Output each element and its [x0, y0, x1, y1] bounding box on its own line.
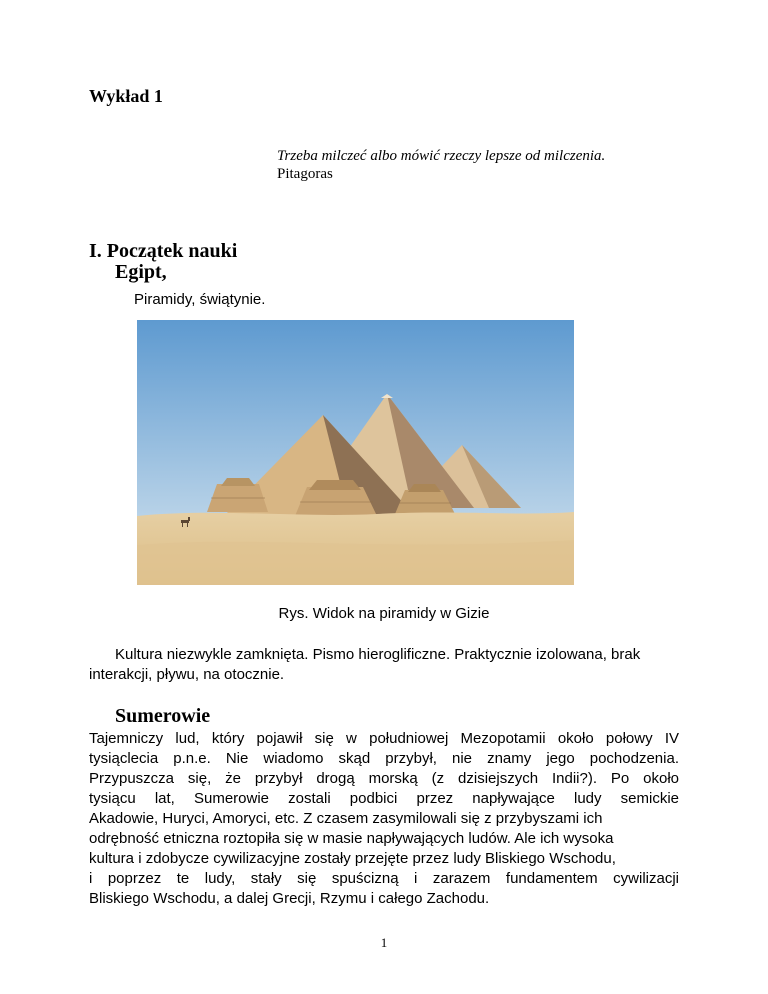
- sumer-paragraph-line: Akadowie, Huryci, Amoryci, etc. Z czasem zasymilowali się z przybyszami ich: [89, 810, 603, 827]
- sumer-paragraph-line: Przypuszcza się, że przybył drogą morską (z dzisiejszych Indii?). Po około: [89, 770, 679, 787]
- sumer-paragraph-line: Tajemniczy lud, który pojawił się w południowej Mezopotamii około połowy IV: [89, 730, 679, 747]
- subsection-heading-sumer: Sumerowie: [115, 705, 211, 727]
- sumer-paragraph-line: Bliskiego Wschodu, a dalej Grecji, Rzymu i całego Zachodu.: [89, 890, 490, 907]
- sumer-paragraph-line: tysiąclecia p.n.e. Nie wiadomo skąd przybył, nie znamy jego pochodzenia.: [89, 750, 679, 767]
- epigraph-author: Pitagoras: [277, 166, 333, 182]
- sumer-paragraph-line: tysiącu lat, Sumerowie zostali podbici przez napływające ludy semickie: [89, 790, 679, 807]
- lecture-title: Wykład 1: [89, 86, 163, 106]
- subsection-heading-egypt: Egipt,: [115, 261, 167, 283]
- sumer-paragraph-line: kultura i zdobycze cywilizacyjne zostały przejęte przez ludy Bliskiego Wschodu,: [89, 850, 616, 867]
- sumer-paragraph-line: i poprzez te ludy, stały się spuścizną i zarazem fundamentem cywilizacji: [89, 870, 679, 887]
- figure-caption: Rys. Widok na piramidy w Gizie: [278, 605, 490, 622]
- egypt-subtitle: Piramidy, świątynie.: [134, 291, 266, 308]
- epigraph-quote: Trzeba milczeć albo mówić rzeczy lepsze od milczenia.: [277, 148, 606, 164]
- sumer-paragraph-line: odrębność etniczna roztopiła się w masie napływających ludów. Ale ich wysoka: [89, 830, 614, 847]
- section-heading: I. Początek nauki: [89, 240, 238, 262]
- page-number: 1: [380, 935, 388, 950]
- egypt-paragraph: Kultura niezwykle zamknięta. Pismo hieroglificzne. Praktycznie izolowana, brak interakcji, pływu, na otocznie.: [89, 646, 641, 683]
- pyramids-image: [137, 320, 574, 585]
